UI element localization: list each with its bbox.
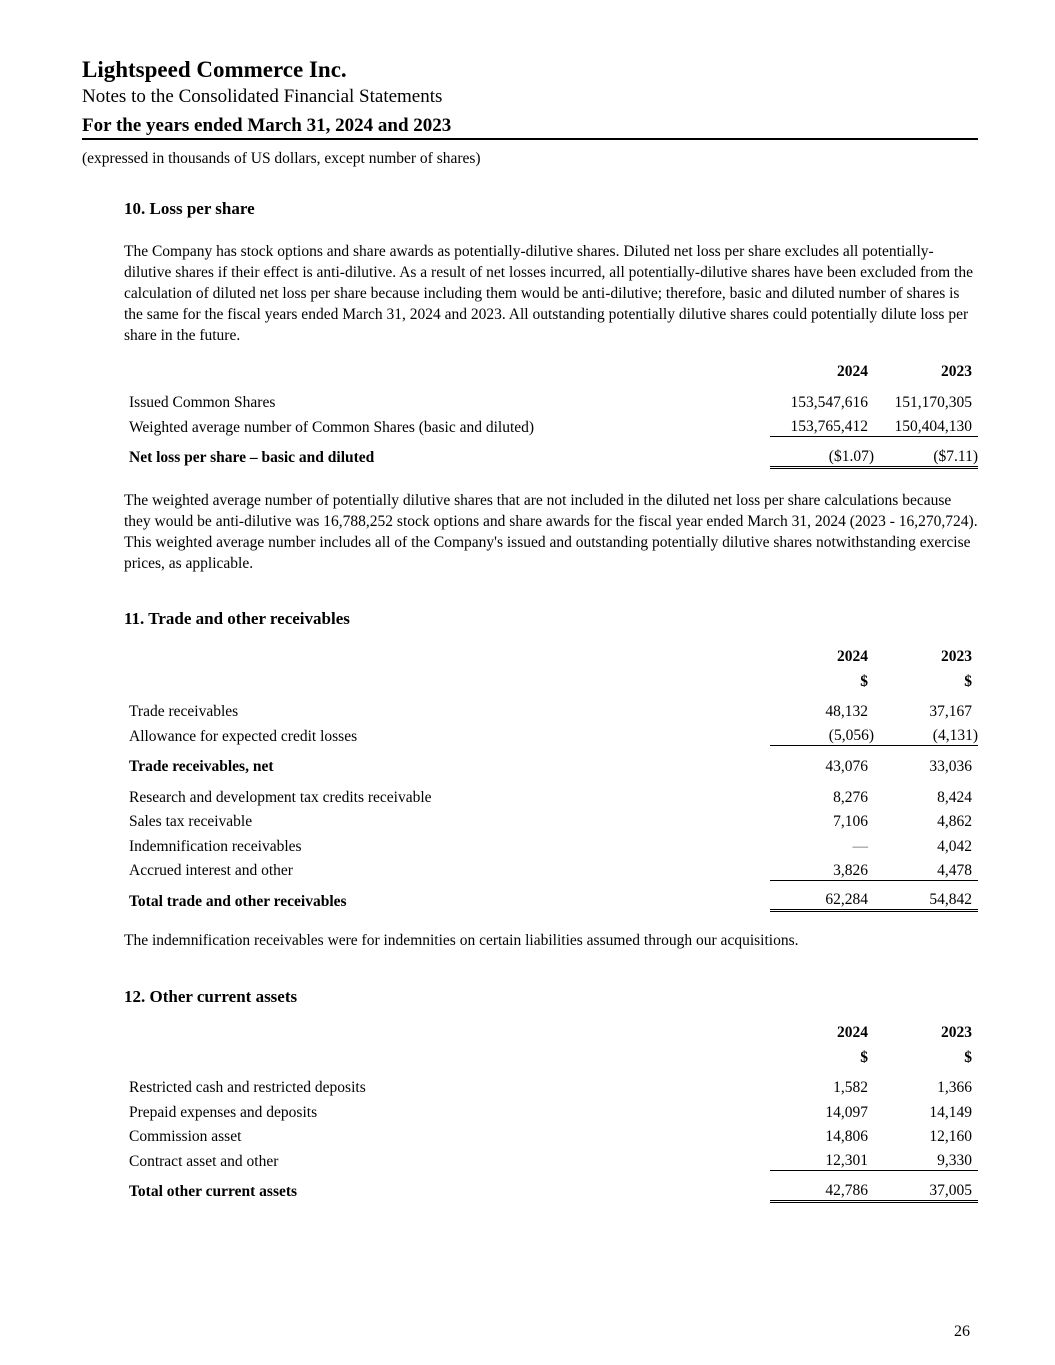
currency-note: (expressed in thousands of US dollars, except number of shares) [82, 150, 481, 167]
note10-title: 10. Loss per share [124, 199, 255, 218]
col-header-2023: 2023 [941, 363, 972, 380]
page-number: 26 [954, 1323, 970, 1340]
note12-title: 12. Other current assets [124, 987, 298, 1006]
table-row: Allowance for expected credit losses (5,056) (4,131) [129, 727, 978, 745]
note10-paragraph: The Company has stock options and share awards as potentially-dilutive shares. Diluted net loss per share excludes all potentially-dilutive shares if their effect is anti-dilutive. As a result of net losses incurred, all potentially-dilutive shares have been excluded from the calculation of diluted net loss per share because including them would be anti-dilutive; therefore, basic and diluted number of shares is the same for the fiscal years ended March 31, 2024 and 2023. All outstanding potentially dilutive shares could potentially dilute loss per share in the future. [124, 243, 973, 344]
table-row: Trade receivables, net 43,076 33,036 [129, 758, 972, 776]
col-header-2024: 2024 [837, 1024, 868, 1042]
table-row: Net loss per share – basic and diluted ($1.07) ($7.11) [124, 446, 978, 471]
note11-title: 11. Trade and other receivables [124, 609, 350, 628]
col-header-2023: 2023 [941, 648, 972, 666]
reporting-period: For the years ended March 31, 2024 and 2023 [82, 115, 452, 136]
table-row: Contract asset and other 12,301 9,330 [124, 1150, 978, 1175]
col-unit-2024: $ [860, 1048, 868, 1066]
table-row: Total trade and other receivables 62,284 54,842 [124, 890, 978, 915]
indemnification-note: The indemnification receivables were for indemnities on certain liabilities assumed through our acquisitions. [124, 932, 799, 949]
document-subtitle: Notes to the Consolidated Financial Statements [82, 86, 443, 107]
loss-per-share-table [124, 359, 978, 471]
table-row: Accrued interest and other 3,826 4,478 [124, 859, 978, 884]
table-row: Weighted average number of Common Shares (basic and diluted) 153,765,412 150,404,130 [124, 416, 978, 441]
header-rule [82, 138, 978, 140]
table-row: Trade receivables 48,132 37,167 [129, 703, 972, 721]
col-unit-2023: $ [964, 672, 972, 690]
company-name: Lightspeed Commerce Inc. [82, 57, 347, 82]
col-header-2024: 2024 [837, 648, 868, 666]
col-unit-2023: $ [964, 1048, 972, 1066]
table-row: Indemnification receivables — 4,042 [129, 837, 972, 855]
table-row: Restricted cash and restricted deposits 1,582 1,366 [129, 1079, 972, 1097]
note10-dilutive-paragraph: The weighted average number of potentially dilutive shares that are not included in the diluted net loss per share calculations because they would be anti-dilutive was 16,788,252 stock options and share awards for the fiscal year ended March 31, 2024 (2023 - 16,270,724). This weighted average number includes all of the Company's issued and outstanding potentially dilutive shares notwithstanding exercise prices, as applicable. [124, 492, 978, 572]
col-unit-2024: $ [860, 672, 868, 690]
col-header-2023: 2023 [941, 1024, 972, 1042]
table-row: Total other current assets 42,786 37,005 [124, 1180, 978, 1205]
col-header-2024: 2024 [837, 363, 868, 380]
table-row: Prepaid expenses and deposits 14,097 14,149 [129, 1103, 972, 1121]
trade-receivables-table [124, 645, 978, 914]
table-row: Sales tax receivable 7,106 4,862 [129, 813, 972, 831]
table-row: Research and development tax credits receivable 8,276 8,424 [129, 788, 972, 806]
table-row: Commission asset 14,806 12,160 [129, 1128, 972, 1146]
table-row: Issued Common Shares 153,547,616 151,170,305 [129, 394, 972, 412]
other-current-assets-table [124, 1021, 978, 1205]
